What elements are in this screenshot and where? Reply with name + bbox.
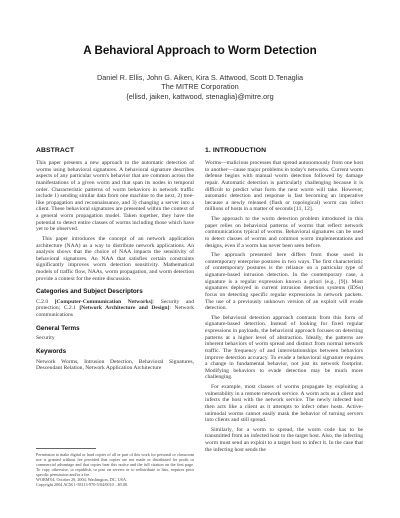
emails: {ellisd, jaiken, kattwood, stenaglia}@mitre.org [126,91,274,101]
abstract-paragraph-1: This paper presents a new approach to the automatic detection of worms using behavioral signatures. A behavioral signature describes aspects of any particular worm's behavior that are common across the manifestations of a given worm and that span its nodes in temporal order. Characteristic patterns of worm behaviors in network traffic include 1) sending similar data from one machine to the next, 2) tree-like propagation and reconnaissance, and 3) changing a server into a client. These behavioral signatures are presented within the context of a general worm propagation model. Taken together, they have the potential to detect entire classes of worms including those which have yet to be observed. [36,160,194,233]
authors: Daniel R. Ellis, John G. Aiken, Kira S. Attwood, Scott D.Tenaglia [96,73,304,82]
left-column [36,147,194,375]
keywords-heading: Keywords [36,347,67,355]
category-code: C.2.0 [36,298,49,305]
categories-text [36,299,194,319]
general-terms-text: Security [36,335,55,342]
general-terms-heading: General Terms [36,324,80,332]
intro-paragraph-3: The approach presented here differs from those used in contemporary enterprise postures in two ways. The first characteristic of contemporary postures is the reliance on a particular type of signature-based intrusion detection. In the contemporary case, a signature is a regular expression known a priori (e.g., [9]). Most signatures deployed in current intrusion detection systems (IDSs) focus on detecting specific regular expressions in network packets. The use of a previously unknown version of an exploit will evade detection. [205,252,363,312]
affiliation: The MITRE Corporation [161,82,239,92]
intro-paragraph-1: Worms—malicious processes that spread autonomously from one host to another—cause major problems in today's networks. Current worm defense begins with manual worm detection followed by damage repair. Automatic detection is particularly challenging because it is difficult to predict what form the next worm will take. However, automatic detection and response is fast becoming an imperative because a newly released (flash or topological) worm can infect millions of hosts in a matter of seconds [11, 12]. [205,160,363,213]
permission-notice [36,452,194,487]
copyright-line: Copyright 2004 ACM 1-58113-970-5/04/0010 ...$5.00. [36,482,129,488]
categories-heading: Categories and Subject Descriptors [36,288,143,296]
category-text-2: : Network communications [36,305,194,319]
permission-text: Permission to make digital or hard copies of all or part of this work for personal or classroom use is granted without fee provided that copies are not made or distributed for profit or commercial advantage and that copies bear this notice and the full citation on the first page. To copy otherwise, to republish, to post on servers or to redistribute to lists, requires prior specific permission and/or a fee. [36,452,194,478]
right-column [205,147,363,456]
keywords-text: Network Worms, Intrusion Detection, Behavioral Signatures, Descendant Relation, Network Application Architecture [36,358,194,372]
intro-paragraph-6: Similarly, for a worm to spread, the worm code has to be transmitted from an infected host to the target host. Also, the infecting worm must send an exploit to a target host to infect it. In the case that the infecting host sends the [205,426,363,453]
introduction-heading: 1. INTRODUCTION [205,147,267,154]
footnote-rule [36,448,96,449]
abstract-heading: ABSTRACT [36,147,75,154]
paper-title: A Behavioral Approach to Worm Detection [83,44,317,57]
category-bold-1: [Computer-Communication Networks] [54,298,153,305]
conference-line: WORM'04, October 29, 2004, Washington, DC, USA. [36,477,128,483]
abstract-paragraph-2: This paper introduces the concept of an network application architecture (NAA) as a way to distribute network applications. An analysis shows that the choice of NAA impacts the sensitivity of behavioral signatures. An NAA that satisfies certain constraints significantly improves worm detection sensitivity. Mathematical models of traffic flow, NAAs, worm propagation, and worm detection provide a context for the entire discussion. [36,235,194,282]
intro-paragraph-5: For example, most classes of worms propagate by exploiting a vulnerability in a remote network service. A worm acts as a client and infects the host with the network service. The newly infected host then acts like a client as it attempts to infect other hosts. Active-unimodal worms cannot easily mask the behavior of turning servers into clients and still spread. [205,384,363,424]
intro-paragraph-4: The behavioral detection approach contrasts from this form of signature-based detection. Instead of looking for fixed regular expressions in payloads, the behavioral approach focuses on detecting patterns at a higher level of abstraction. Ideally, the patterns are inherent behaviors of worm spread and distinct from normal network traffic. The frequency of and interrelationships between behaviors improve detection accuracy. To evade a behavioral signature requires a change in fundamental behavior, not just its network footprint. Modifying behaviors to evade detection may be much more challenging. [205,314,363,381]
intro-paragraph-2: The approach to the worm detection problem introduced in this paper relies on behavioral patterns of worms that reflect network communications typical of worms. Behavioral signatures can be used to detect classes of worms and common worm implementations and designs, even if a worm has never been seen before. [205,216,363,249]
author-block [0,73,400,101]
category-bold-2: [Network Architecture and Design] [79,305,170,312]
category-text-1: : Security and protection; C.2.1 [36,298,194,312]
